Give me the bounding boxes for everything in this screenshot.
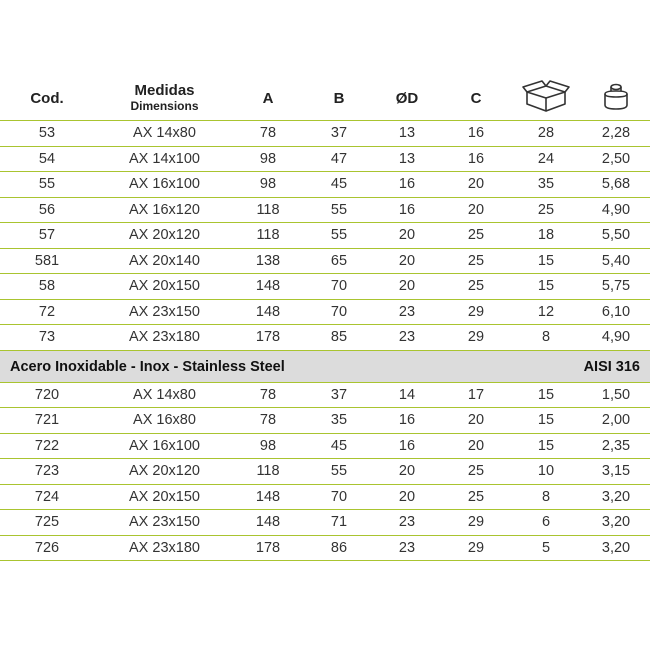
cell-od: 13 xyxy=(398,150,416,167)
cell-medidas: AX 23x150 xyxy=(129,514,200,530)
cell-a: 138 xyxy=(255,252,281,269)
cell-c: 25 xyxy=(467,463,485,479)
cell-weight: 1,50 xyxy=(601,386,631,403)
cell-a: 178 xyxy=(255,539,281,556)
cell-c: 16 xyxy=(467,150,485,167)
cell-c: 25 xyxy=(467,227,485,243)
cell-b: 86 xyxy=(330,539,348,556)
cell-medidas: AX 20x150 xyxy=(129,488,200,505)
cell-c: 25 xyxy=(467,488,485,505)
cell-b: 45 xyxy=(330,437,348,454)
cell-od: 14 xyxy=(398,386,416,403)
cell-weight: 3,20 xyxy=(601,488,631,505)
cell-a: 98 xyxy=(259,176,277,192)
header-od: ØD xyxy=(395,90,419,107)
cell-b: 85 xyxy=(330,329,348,345)
cell-weight: 5,75 xyxy=(601,278,631,294)
table-row xyxy=(0,458,650,484)
cell-cod: 725 xyxy=(34,514,60,530)
cell-a: 148 xyxy=(255,514,281,530)
section-grade: AISI 316 xyxy=(583,358,640,375)
header-a: A xyxy=(262,90,274,107)
cell-od: 23 xyxy=(398,303,416,320)
cell-box-qty: 12 xyxy=(537,303,555,320)
cell-a: 178 xyxy=(255,329,281,345)
cell-medidas: AX 16x80 xyxy=(133,412,196,428)
table-row xyxy=(0,146,650,172)
cell-medidas: AX 23x180 xyxy=(129,539,200,556)
cell-a: 118 xyxy=(256,201,280,218)
table-row xyxy=(0,535,650,561)
header-c: C xyxy=(470,90,482,107)
cell-c: 20 xyxy=(467,437,485,454)
cell-c: 16 xyxy=(467,125,485,141)
cell-a: 118 xyxy=(256,227,280,243)
table-row xyxy=(0,484,650,510)
table-row xyxy=(0,509,650,535)
cell-od: 16 xyxy=(398,437,416,454)
cell-box-qty: 15 xyxy=(537,412,555,428)
cell-b: 71 xyxy=(330,514,348,530)
table-row xyxy=(0,222,650,248)
cell-c: 29 xyxy=(467,514,485,530)
cell-cod: 723 xyxy=(34,463,60,479)
table-header xyxy=(0,76,650,120)
cell-a: 78 xyxy=(259,386,277,403)
cell-box-qty: 24 xyxy=(537,150,555,167)
cell-box-qty: 6 xyxy=(541,514,551,530)
cell-weight: 4,90 xyxy=(601,329,631,345)
section-title: Acero Inoxidable - Inox - Stainless Steel xyxy=(10,358,285,375)
cell-weight: 5,40 xyxy=(601,252,631,269)
cell-a: 148 xyxy=(255,488,281,505)
cell-b: 45 xyxy=(330,176,348,192)
cell-cod: 55 xyxy=(38,176,56,192)
cell-cod: 581 xyxy=(34,252,60,269)
box-icon xyxy=(520,78,572,119)
table-row xyxy=(0,171,650,197)
cell-c: 20 xyxy=(467,201,485,218)
cell-b: 55 xyxy=(330,463,348,479)
cell-medidas: AX 14x80 xyxy=(133,386,196,403)
cell-od: 23 xyxy=(398,539,416,556)
cell-medidas: AX 16x120 xyxy=(129,201,200,218)
cell-box-qty: 8 xyxy=(541,329,551,345)
cell-cod: 721 xyxy=(34,412,60,428)
cell-b: 35 xyxy=(330,412,348,428)
cell-c: 29 xyxy=(467,329,485,345)
header-b: B xyxy=(333,90,345,107)
cell-box-qty: 10 xyxy=(537,463,555,479)
cell-b: 47 xyxy=(330,150,348,167)
cell-box-qty: 5 xyxy=(541,539,551,556)
table-row xyxy=(0,248,650,274)
cell-c: 25 xyxy=(467,252,485,269)
table-row xyxy=(0,382,650,408)
cell-c: 29 xyxy=(467,539,485,556)
cell-cod: 724 xyxy=(34,488,60,505)
cell-medidas: AX 16x100 xyxy=(129,176,200,192)
rows-stainless-steel xyxy=(0,382,650,561)
product-table xyxy=(0,76,650,561)
table-row xyxy=(0,324,650,350)
cell-box-qty: 25 xyxy=(537,201,555,218)
cell-od: 20 xyxy=(398,463,416,479)
cell-medidas: AX 23x180 xyxy=(129,329,200,345)
cell-cod: 722 xyxy=(34,437,60,454)
cell-box-qty: 35 xyxy=(537,176,555,192)
cell-cod: 53 xyxy=(38,125,56,141)
cell-c: 29 xyxy=(467,303,485,320)
cell-od: 23 xyxy=(398,514,416,530)
cell-weight: 3,20 xyxy=(601,514,631,530)
rows-carbon-steel xyxy=(0,120,650,350)
cell-b: 37 xyxy=(330,386,348,403)
cell-medidas: AX 14x100 xyxy=(129,150,200,167)
table-row xyxy=(0,407,650,433)
table-row xyxy=(0,120,650,146)
table-row xyxy=(0,433,650,459)
cell-b: 55 xyxy=(330,227,348,243)
cell-b: 70 xyxy=(330,303,348,320)
cell-box-qty: 15 xyxy=(537,437,555,454)
cell-c: 25 xyxy=(467,278,485,294)
cell-weight: 5,68 xyxy=(601,176,631,192)
cell-c: 17 xyxy=(467,386,485,403)
cell-medidas: AX 20x120 xyxy=(129,463,200,479)
cell-cod: 73 xyxy=(38,329,56,345)
cell-box-qty: 28 xyxy=(537,125,555,141)
cell-od: 20 xyxy=(398,227,416,243)
cell-box-qty: 15 xyxy=(537,252,555,269)
cell-weight: 3,20 xyxy=(601,539,631,556)
cell-weight: 6,10 xyxy=(601,303,631,320)
cell-cod: 58 xyxy=(38,278,56,294)
cell-box-qty: 18 xyxy=(537,227,555,243)
cell-medidas: AX 20x120 xyxy=(129,227,200,243)
weight-icon xyxy=(590,78,642,119)
cell-od: 16 xyxy=(398,201,416,218)
cell-od: 13 xyxy=(398,125,416,141)
header-dimensions: Dimensions xyxy=(130,99,199,113)
cell-medidas: AX 20x140 xyxy=(129,252,200,269)
cell-b: 70 xyxy=(330,488,348,505)
cell-a: 148 xyxy=(255,303,281,320)
cell-cod: 726 xyxy=(34,539,60,556)
cell-c: 20 xyxy=(467,176,485,192)
cell-medidas: AX 23x150 xyxy=(129,303,200,320)
cell-a: 98 xyxy=(259,150,277,167)
cell-weight: 3,15 xyxy=(601,463,631,479)
cell-od: 20 xyxy=(398,252,416,269)
header-cod: Cod. xyxy=(30,90,64,107)
cell-weight: 2,50 xyxy=(601,150,631,167)
cell-b: 65 xyxy=(330,252,348,269)
cell-box-qty: 8 xyxy=(541,488,551,505)
cell-a: 98 xyxy=(259,437,277,454)
cell-od: 23 xyxy=(398,329,416,345)
cell-cod: 720 xyxy=(34,386,60,403)
cell-weight: 2,35 xyxy=(601,437,631,454)
cell-box-qty: 15 xyxy=(537,386,555,403)
section-header xyxy=(0,350,650,382)
cell-box-qty: 15 xyxy=(537,278,555,294)
table-row xyxy=(0,197,650,223)
cell-c: 20 xyxy=(467,412,485,428)
cell-cod: 57 xyxy=(38,227,56,243)
cell-b: 37 xyxy=(330,125,348,141)
cell-cod: 72 xyxy=(38,303,56,320)
cell-od: 16 xyxy=(398,412,416,428)
cell-medidas: AX 16x100 xyxy=(129,437,200,454)
cell-a: 78 xyxy=(259,412,277,428)
cell-b: 55 xyxy=(330,201,348,218)
cell-cod: 56 xyxy=(38,201,56,218)
table-row xyxy=(0,273,650,299)
header-medidas: Medidas xyxy=(134,82,195,99)
cell-a: 78 xyxy=(259,125,277,141)
table-row xyxy=(0,299,650,325)
cell-a: 148 xyxy=(255,278,281,294)
cell-weight: 2,28 xyxy=(601,125,631,141)
cell-cod: 54 xyxy=(38,150,56,167)
cell-b: 70 xyxy=(330,278,348,294)
table-bottom-rule xyxy=(0,560,650,561)
cell-a: 118 xyxy=(256,463,280,479)
cell-medidas: AX 14x80 xyxy=(133,125,196,141)
cell-od: 16 xyxy=(398,176,416,192)
cell-od: 20 xyxy=(398,278,416,294)
cell-weight: 4,90 xyxy=(601,201,631,218)
cell-weight: 2,00 xyxy=(601,412,631,428)
cell-medidas: AX 20x150 xyxy=(129,278,200,294)
cell-od: 20 xyxy=(398,488,416,505)
cell-weight: 5,50 xyxy=(601,227,631,243)
